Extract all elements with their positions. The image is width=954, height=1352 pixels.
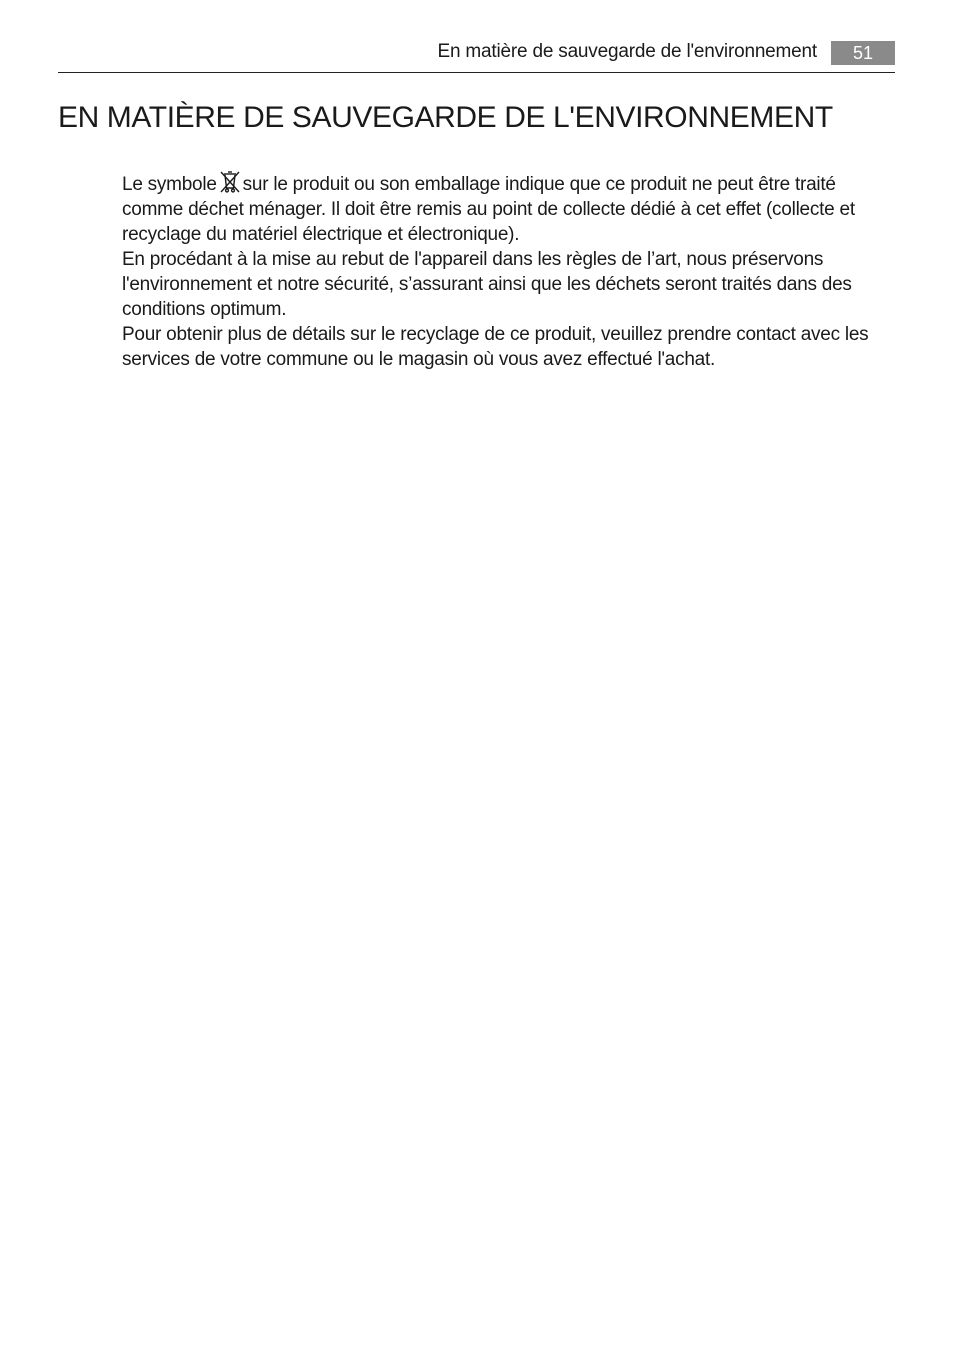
body-text — [122, 170, 894, 372]
crossed-out-wheeled-bin-icon — [219, 170, 241, 194]
paragraph-disposal: En procédant à la mise au rebut de l'appareil dans les règles de l’art, nous préservons l'environnement et notre sécurité, s’assurant ainsi que les déchets seront traités dans des conditions optimum. — [122, 249, 852, 320]
running-header — [58, 40, 895, 73]
paragraph-recycling-info: Pour obtenir plus de détails sur le recyclage de ce produit, veuillez prendre contact avec les services de votre commune ou le magasin où vous avez effectué l'achat. — [122, 324, 869, 370]
paragraph-continuation-text: sur le produit ou son emballage indique que ce produit ne peut être traité comme déchet ménager. Il doit être remis au point de collecte dédié à cet effet (collecte et recyclage du matériel électrique et électronique). — [122, 174, 855, 245]
page-number: 51 — [831, 41, 895, 65]
paragraph-lead-text: Le symbole — [122, 174, 217, 195]
running-header-title: En matière de sauvegarde de l'environnement — [437, 41, 817, 62]
paragraph-weee-symbol — [122, 170, 894, 247]
section-title: EN MATIÈRE DE SAUVEGARDE DE L'ENVIRONNEMENT — [58, 101, 833, 134]
